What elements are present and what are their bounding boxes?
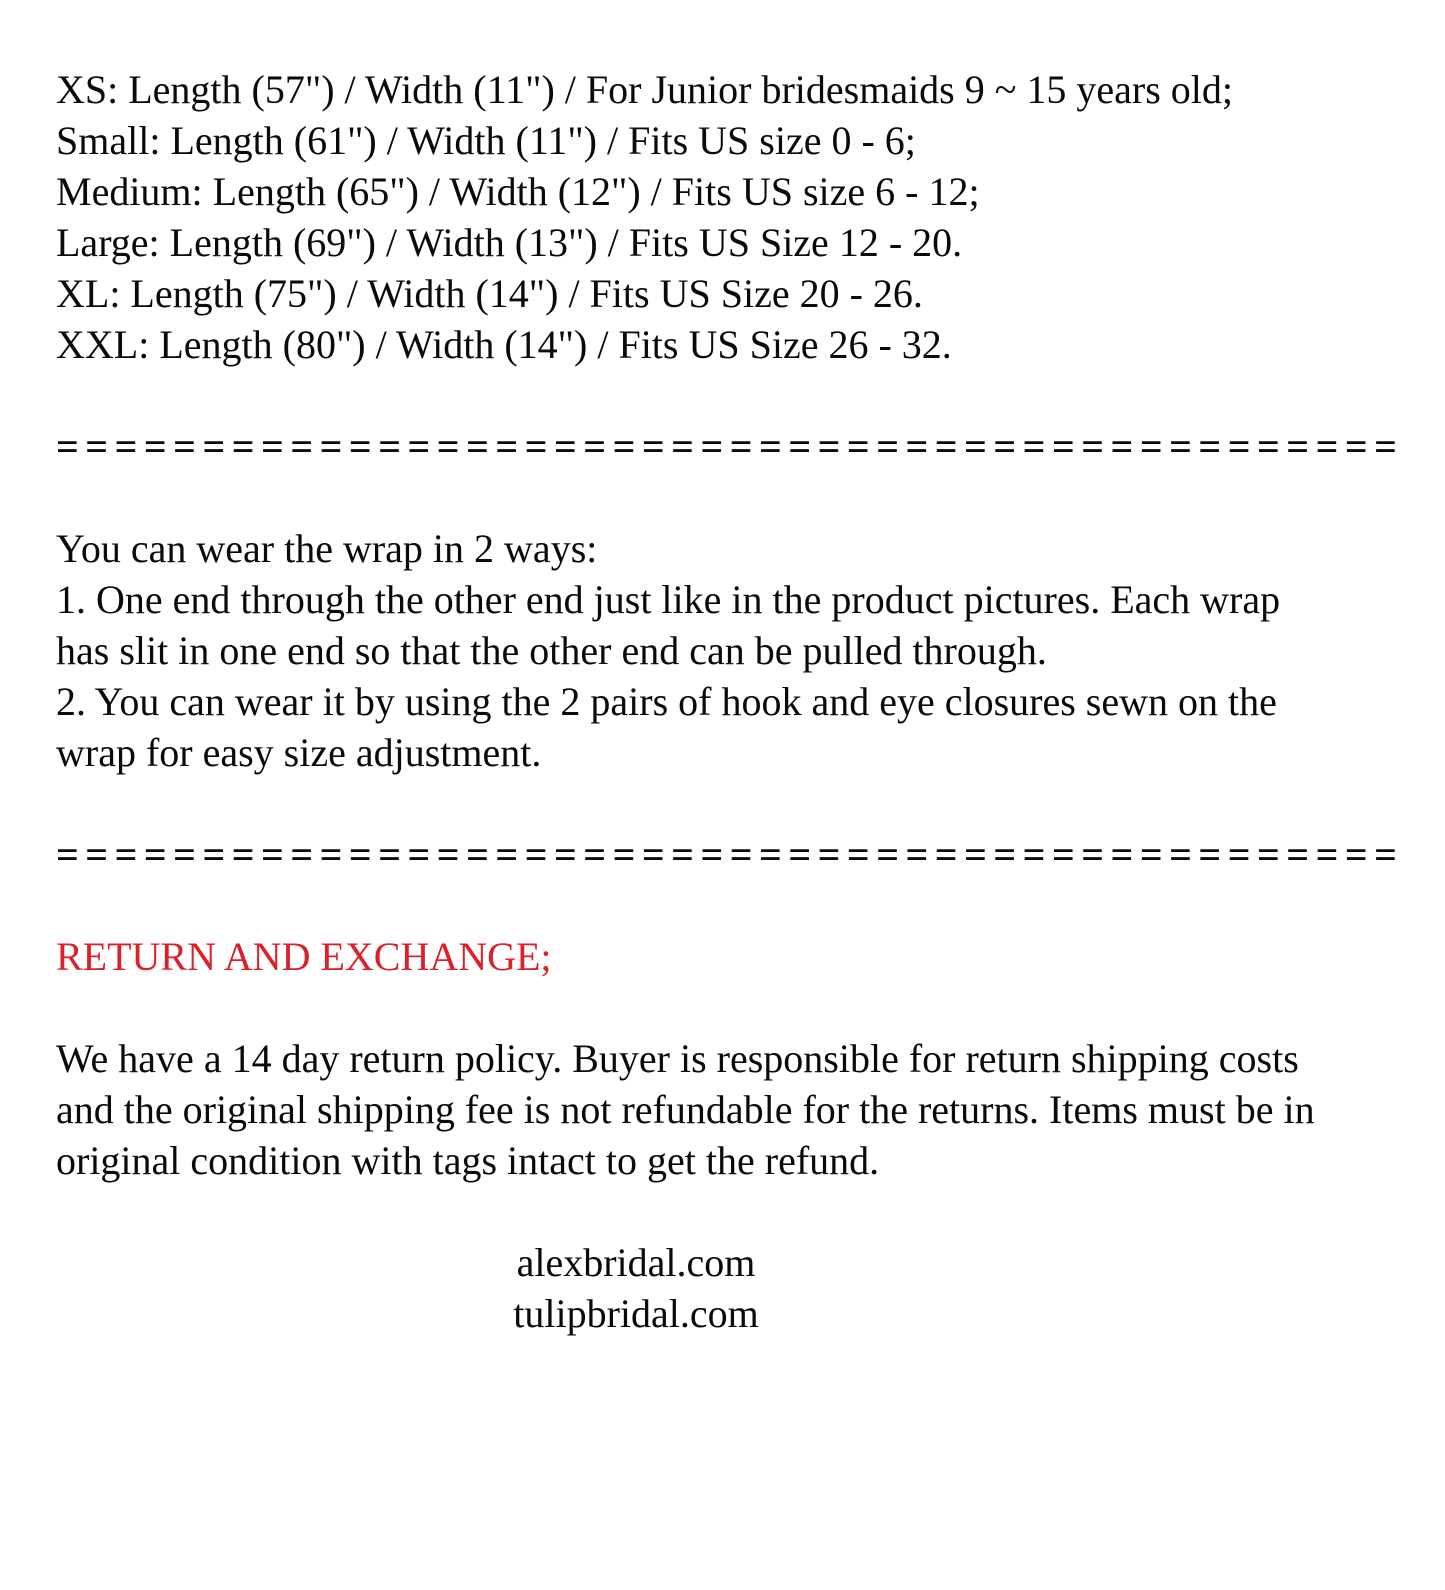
section-divider-bottom: ============================================== (56, 832, 1404, 877)
website-tulipbridal: tulipbridal.com (513, 1291, 759, 1336)
size-line-large: Large: Length (69") / Width (13") / Fits US Size 12 - 20. (56, 220, 963, 265)
return-exchange-heading: RETURN AND EXCHANGE; (56, 934, 552, 979)
policy-line-3: original condition with tags intact to get the refund. (56, 1138, 880, 1183)
size-chart (56, 64, 1395, 370)
size-line-xl: XL: Length (75") / Width (14") / Fits US Size 20 - 26. (56, 271, 923, 316)
wear-step2-cont: wrap for easy size adjustment. (56, 730, 542, 775)
website-list (56, 1237, 1216, 1339)
wear-instructions (56, 523, 1395, 778)
wear-step1-line: 1. One end through the other end just like in the product pictures. Each wrap (56, 577, 1281, 622)
size-line-small: Small: Length (61") / Width (11") / Fits US size 0 - 6; (56, 118, 916, 163)
website-alexbridal: alexbridal.com (516, 1240, 756, 1285)
wear-step2-line: 2. You can wear it by using the 2 pairs of hook and eye closures sewn on the (56, 679, 1277, 724)
policy-line-2: and the original shipping fee is not refundable for the returns. Items must be in (56, 1087, 1315, 1132)
return-policy-paragraph (56, 1033, 1395, 1186)
section-divider-top: ============================================== (56, 424, 1404, 469)
wear-intro-line: You can wear the wrap in 2 ways: (56, 526, 598, 571)
size-line-xs: XS: Length (57") / Width (11") / For Junior bridesmaids 9 ~ 15 years old; (56, 67, 1234, 112)
policy-line-1: We have a 14 day return policy. Buyer is responsible for return shipping costs (56, 1036, 1299, 1081)
size-line-medium: Medium: Length (65") / Width (12") / Fits US size 6 - 12; (56, 169, 980, 214)
wear-step1-cont: has slit in one end so that the other end can be pulled through. (56, 628, 1047, 673)
size-line-xxl: XXL: Length (80") / Width (14") / Fits US Size 26 - 32. (56, 322, 952, 367)
